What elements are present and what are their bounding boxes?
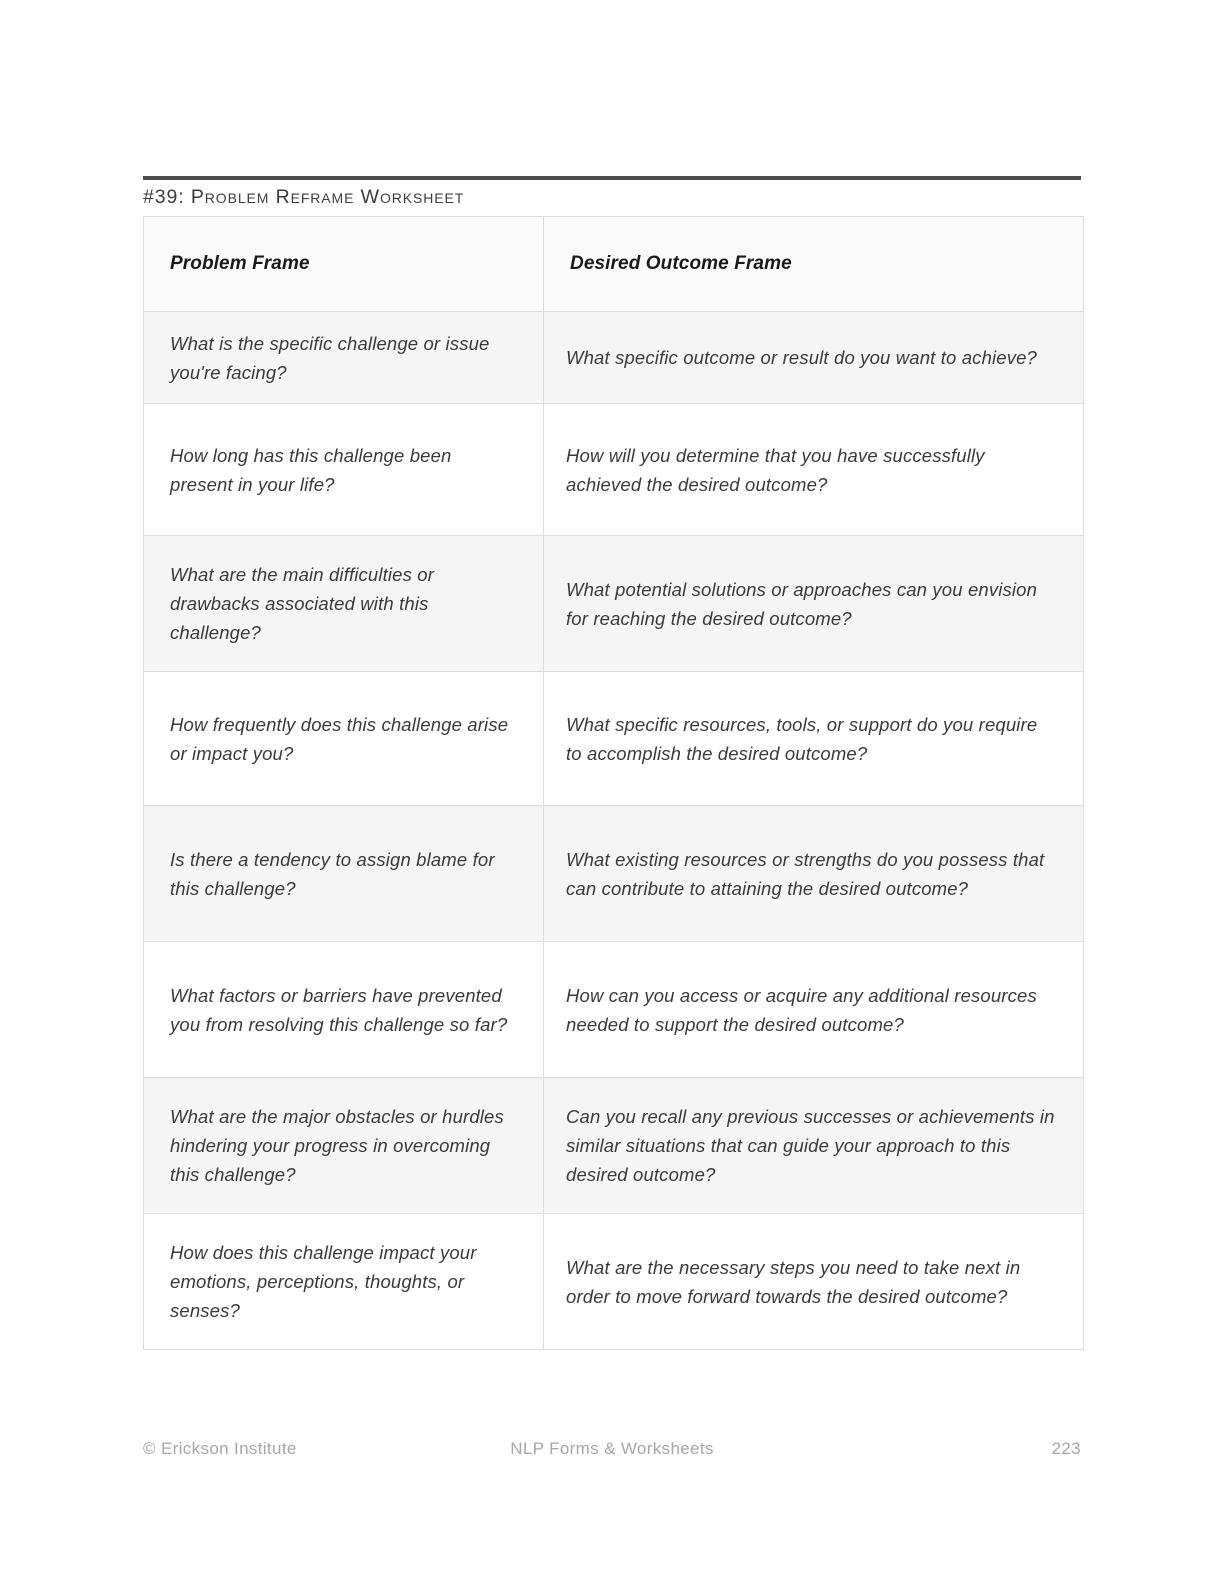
problem-frame-cell: What are the major obstacles or hurdles hindering your progress in overcoming this challenge? xyxy=(144,1078,544,1214)
table-row xyxy=(144,672,1084,806)
table-header xyxy=(144,217,1084,312)
table-header-row xyxy=(144,217,1084,312)
table-row xyxy=(144,1078,1084,1214)
footer-page-number: 223 xyxy=(1051,1439,1081,1458)
table-row xyxy=(144,1214,1084,1350)
problem-frame-cell: What is the specific challenge or issue you're facing? xyxy=(144,312,544,404)
column-header-desired-outcome-frame: Desired Outcome Frame xyxy=(544,217,1084,312)
table-row xyxy=(144,312,1084,404)
column-header-problem-frame: Problem Frame xyxy=(144,217,544,312)
desired-outcome-cell: What specific resources, tools, or support do you require to accomplish the desired outcome? xyxy=(544,672,1084,806)
problem-frame-cell: How long has this challenge been present in your life? xyxy=(144,404,544,536)
footer-copyright: © Erickson Institute xyxy=(143,1439,297,1458)
desired-outcome-cell: What potential solutions or approaches can you envision for reaching the desired outcome? xyxy=(544,536,1084,672)
problem-frame-cell: What factors or barriers have prevented you from resolving this challenge so far? xyxy=(144,942,544,1078)
table-body xyxy=(144,312,1084,1350)
page-footer xyxy=(143,1437,1081,1461)
desired-outcome-cell: What specific outcome or result do you want to achieve? xyxy=(544,312,1084,404)
problem-reframe-table xyxy=(143,216,1084,1350)
problem-frame-cell: What are the main difficulties or drawbacks associated with this challenge? xyxy=(144,536,544,672)
desired-outcome-cell: What are the necessary steps you need to take next in order to move forward towards the desired outcome? xyxy=(544,1214,1084,1350)
desired-outcome-cell: How will you determine that you have successfully achieved the desired outcome? xyxy=(544,404,1084,536)
table-row xyxy=(144,536,1084,672)
table-row xyxy=(144,942,1084,1078)
problem-frame-cell: How does this challenge impact your emotions, perceptions, thoughts, or senses? xyxy=(144,1214,544,1350)
desired-outcome-cell: Can you recall any previous successes or achievements in similar situations that can guide your approach to this desired outcome? xyxy=(544,1078,1084,1214)
table-row xyxy=(144,806,1084,942)
problem-frame-cell: Is there a tendency to assign blame for this challenge? xyxy=(144,806,544,942)
footer-book-title: NLP Forms & Worksheets xyxy=(510,1439,714,1458)
desired-outcome-cell: How can you access or acquire any additional resources needed to support the desired outcome? xyxy=(544,942,1084,1078)
page-title: #39: Problem Reframe Worksheet xyxy=(143,186,465,208)
header-rule-divider xyxy=(143,176,1081,180)
problem-frame-cell: How frequently does this challenge arise or impact you? xyxy=(144,672,544,806)
table-row xyxy=(144,404,1084,536)
desired-outcome-cell: What existing resources or strengths do you possess that can contribute to attaining the desired outcome? xyxy=(544,806,1084,942)
